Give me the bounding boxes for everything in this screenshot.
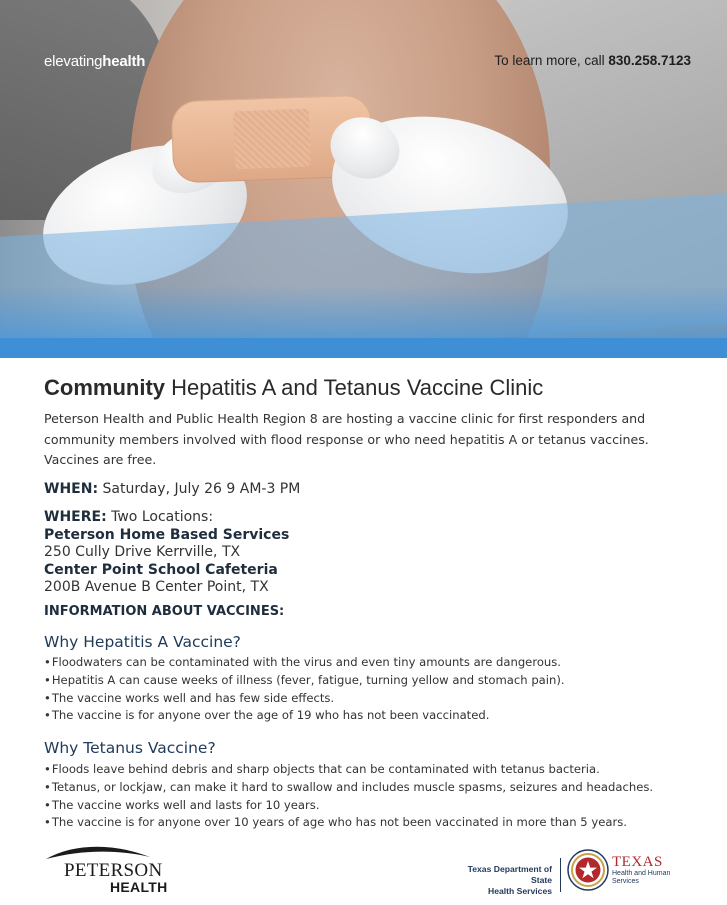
hepatitis-heading: Why Hepatitis A Vaccine? [44,633,241,651]
dshs-logo-text [450,864,552,897]
when-line [44,481,300,497]
hero-photo [0,0,727,358]
location-address: 200B Avenue B Center Point, TX [44,579,269,595]
when-label: WHEN: [44,481,99,497]
dshs-line1: Texas Department of State [467,864,552,885]
list-item: • Tetanus, or lockjaw, can make it hard to swallow and includes muscle spasms, seizures and headaches. [44,779,704,797]
peterson-health-logo [42,845,182,900]
list-item: • Hepatitis A can cause weeks of illness (fever, fatigue, turning yellow and stomach pain). [44,672,704,690]
where-label: WHERE: [44,509,107,525]
where-line [44,509,289,527]
peterson-name: PETERSON [64,860,163,881]
where-block [44,509,289,597]
peterson-health-word: HEALTH [110,879,168,895]
location-address: 250 Cully Drive Kerrville, TX [44,544,241,560]
texas-seal-icon [567,849,609,891]
list-item: • Floodwaters can be contaminated with the virus and even tiny amounts are dangerous. [44,654,704,672]
list-item: • Floods leave behind debris and sharp objects that can be contaminated with tetanus bacteria. [44,761,704,779]
brand-tagline [44,53,145,70]
tetanus-heading: Why Tetanus Vaccine? [44,739,216,757]
bandage-pad [233,109,311,170]
intro-paragraph: Peterson Health and Public Health Region 8 are hosting a vaccine clinic for first responders and community members involved with flood response or who need hepatitis A or tetanus vaccines. Vaccines are free. [44,411,649,467]
tetanus-bullets [44,761,704,832]
hhs-line2: Services [612,878,639,885]
title-rest: Hepatitis A and Tetanus Vaccine Clinic [165,375,544,400]
phone-number: 830.258.7123 [608,53,691,68]
call-prefix: To learn more, call [494,53,609,68]
hero-blue-band-mid [0,285,727,345]
location-name: Center Point School Cafeteria [44,561,278,578]
list-item: • The vaccine is for anyone over 10 years of age who has not been vaccinated in more than 5 years. [44,814,704,832]
brand-light: elevating [44,53,103,70]
hepatitis-bullets [44,654,704,725]
page-title [44,375,543,401]
hhs-texas: TEXAS [612,854,663,870]
list-item: • The vaccine is for anyone over the age of 19 who has not been vaccinated. [44,707,704,725]
when-value: Saturday, July 26 9 AM-3 PM [98,481,301,497]
hhs-logo-text [612,855,670,886]
brand-bold: health [102,53,146,70]
list-item: • The vaccine works well and lasts for 10 years. [44,797,704,815]
dshs-line2: Health Services [487,886,552,896]
hero-blue-band-dark [0,338,727,358]
list-item: • The vaccine works well and has few side effects. [44,690,704,708]
location-name: Peterson Home Based Services [44,526,290,543]
title-bold: Community [44,375,165,400]
hhs-line1: Health and Human [612,870,671,877]
info-heading: INFORMATION ABOUT VACCINES: [44,604,285,619]
logo-divider [560,858,561,892]
call-info [494,53,691,68]
where-value: Two Locations: [106,509,214,525]
